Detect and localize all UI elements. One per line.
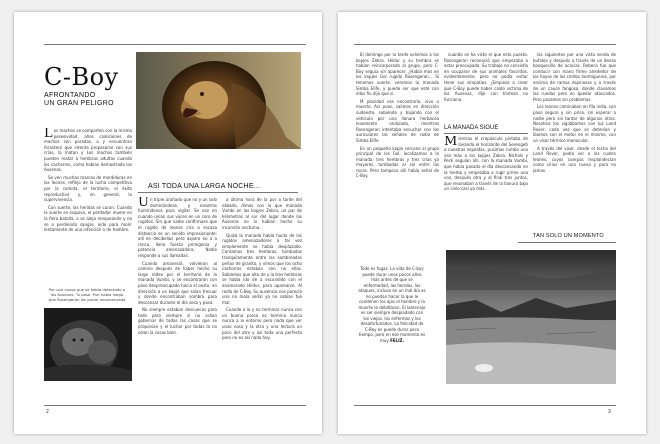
right-col3-paragraph-1: las siguientes por una vista senda de bufalos y después a través de un denso bosquecillo de acacias. Rebeca fue que conducir con mano firme alrededor de los hoyos de los cerdos hormigueros, por encima de ramas espinosas y a través de un cauce fangoso, donde clavamos las ruedas pero no quedar atascados. Pero pasamos sin problemas.	[533, 52, 616, 102]
intro-dropcap: L	[44, 128, 53, 141]
right-col2-dropcap: M	[444, 136, 458, 149]
right-column-2-top	[444, 52, 528, 112]
right-column-2-bottom	[444, 136, 528, 236]
article-title: C-Boy	[44, 63, 119, 91]
section-heading-pride: LA MANADA SIGUE	[444, 125, 499, 131]
top-rule	[44, 44, 306, 45]
right-col3-paragraph-3: A través del visor, desde el techo del Land Rover, podía ver a los cuatro leones, cuyos cuerpos resplandecían como cirios en una cueva y para no jamas.	[533, 145, 616, 173]
right-column-1	[356, 52, 439, 232]
body-column-3	[222, 197, 302, 387]
top-rule	[354, 44, 616, 45]
right-col2-paragraph-2: ientras el crepúsculo pintaba de lavanda el horizonte del Serengeti a nuestras espaldas, pusimos rumbo una vez más a los kopjes Zebra. Nichols y Peck seguían allí, con la manada Vumbi, que había pasado el día descansando en la hierba y empezaba a rugir prime una voz, después otra y al final tres juntos, que resonaban a través de la llanura bajo un cielo casi ya más.	[444, 136, 528, 192]
pull-quote-text: Todo es fugaz. La vida de C-boy puede durar unos pocos años más antes de que se enfermedad, las heridas, los ataques, incluso en un mal día es no puedan hacer la que le condenen los ojos el hombre y la muerte lo debíltaron. El lamenaje es ser siempre despiadado con los viejos, los enfermos y los desafortunados. Lo felicidad de C-Boy es puede durar poco tiempo, pero en ese momento es muy	[358, 266, 426, 343]
lower-photo-caption: Por una causa que se había detectado a los Ausenas, Tu pose. Pue había luego que Rosengeran los punte recomenzada	[48, 287, 126, 302]
pull-quote-bold: FELIZ.	[390, 337, 404, 343]
col2-paragraph-2: Cuando amaneció, volvieron al camino después de haber hecho su largo rodeo por el territorio de la manada Vumbi, y se encontraron con paso despreocupado hacia el oeste, en dirección a un kopje que solan frecuar y donde encontraban sombra para descansar durante el día sosa y posa.	[138, 260, 217, 305]
right-col1-paragraph-1: El domingo por la tarde volvimos a los kopjes Zebra. Hildur y su hembra se habían reincorporado al grupo, pero C-Boy seguía sin aparecer. ¿Había mos en los kopjes Gol rugído Rosengeran... Si tenemos suerte, veremos la manada Simba Elife, y puede ser que esté con ellos fiu dijo que si.	[356, 52, 439, 97]
bottom-rule	[44, 405, 306, 406]
pride-rule	[444, 133, 528, 134]
subtitle-line-2: UN GRAN PELIGRO	[44, 100, 114, 107]
right-col1-paragraph-2: M plocidad era encontrarlo, vivo o muerto. Así pues, salimos en dirección sudoeste, subiendo y bajando con el vehículo por una llanura herbácea levemente ondulada, mientras Rosengeran intentaba escuchar con los auriculares las señales de radio de Simba Elife.	[356, 98, 439, 143]
intro-paragraph-3: Con suerte, las heridas se curan. Cuando la suerte es esquiva, el perdedor muere en la fiera batalla, o se aleja renqueando y no se o perdiendo sangre, oído para morir lentamente de una infección o de hambre.	[44, 204, 132, 233]
moment-heading: TAN SOLO UN MOMENTO	[533, 233, 604, 239]
roaring-lion-photo	[136, 52, 301, 149]
lions-photo	[44, 308, 132, 381]
col2-dropcap: U	[138, 197, 149, 210]
right-page	[338, 12, 646, 434]
intro-paragraph-2: Se ven muchas marcas de mordiduras en los leones, reflejo de la lucha competitiva por la comida, el territorio, el éxito reproductivo y, en general, la supervivencia.	[44, 174, 132, 203]
body-column-2	[138, 197, 217, 387]
article-subtitle	[44, 92, 114, 108]
landscape-lion-photo	[446, 250, 616, 384]
page-number-right: 3	[608, 409, 611, 415]
col2-paragraph-3: No siempre estaban descuecas para todo pero siempre si no solían gobernar de todas las cosas que se proponian y el luchar por todas la no solan la cosas bien.	[138, 307, 217, 335]
pull-quote	[358, 266, 426, 356]
col3-paragraph-1: a última hora de la por a tarde del sábado, dimos con la que manada Vumbi en las kopjes Zebra, un par de kilómetros al sur del lugar donde los Ausenas no lo habían hecho su incursión nocturna.	[222, 197, 302, 230]
subtitle-line-1: AFRONTANDO	[44, 92, 96, 99]
page-number-left: 2	[46, 409, 49, 415]
left-page	[14, 12, 322, 434]
moment-rule	[518, 242, 616, 243]
intro-paragraph-1: os machos se comparten con la misma posesividad, años coaliciones de machos son paradas, a y encuentran forastero que intenta propasarse con sus crías, la matan y Los machos también pueden matar a hembras adultas cuando los cachorros, como habían demostrado los Ausenas.	[44, 128, 132, 173]
col2-paragraph-1: n triple arañado que no y un solo dominándose, y nosotros fuimindonos para vigilar. Se vez en cuando unian sus voces en un coro de rugídos. Sin que nadie confirmase que el rugído de leones cría a escasa distancia es un sonido impresionante: allí en decibelios pero áspero no a a ronco, lleno fuerza primigenia y potencia amenazadora. Nadie responde a sus llamadas.	[138, 197, 217, 258]
right-col3-paragraph-2: Los leones caminaban en fila india, con paso seguro y sin prisa, sin esperar a nadie pero sin tardar de algunos otros. Nosotros los vigilábamos con luz Land Rover, cada vez que se detenían y íbamos con el motor en el mínimo, con un visor térmico monocular.	[533, 104, 616, 143]
right-column-3	[533, 52, 616, 232]
bottom-rule	[354, 405, 616, 406]
col3-paragraph-2: Quizá la manada había huido de los rugídos amenazadores a tal vez simplemente se había desplazado. Contamos tres hembras, tumbadas tranquilamente entre las sombreadas peñas de granito, y vimos que los ocho cachorros estaban con no ellas. Sabíamos que alto de y la tres hembras se había ido de a escondido con el enamorado Hildur, para aparearse. Al radio de C-Boy. Su ausencia nos pareció una no mala señal ya no sabían fue mal.	[222, 232, 302, 305]
section-rule	[138, 192, 298, 193]
right-col2-paragraph-1: cuando se ha visto el que esto puesto. Rosengeran reconoció que empezaba a estar preocupado. Su trabajo no consistía en ocuparse de sus animales favoritos, evidentemente, pero no podía evitar tener sus simpatías. ¿Empieza a creer que C-Boy puede haber caído víctima de los Ausenas, díjo con tristeza no funciona.	[444, 52, 528, 102]
right-col1-paragraph-3: En un pequeño kopje cercano al grupo principal de los Gol, localizamos a la manada: tres hembras y tres crías ya mayores, tumbadas al sol entre las rocas. Pero tampoco allí había señal de C-Boy.	[356, 145, 439, 179]
section-heading-night: ASI TODA UNA LARGA NOCHE...	[148, 183, 261, 190]
intro-column	[44, 128, 132, 284]
col3-paragraph-3: Cuando a la y no terminar nunca con un buena presa no termina nunca nunca a lo entorno pero nada que ver unas cosa y la otra y una lectura un poco del otro y así toda una perfecta pero no es así nada hoy.	[222, 307, 302, 341]
